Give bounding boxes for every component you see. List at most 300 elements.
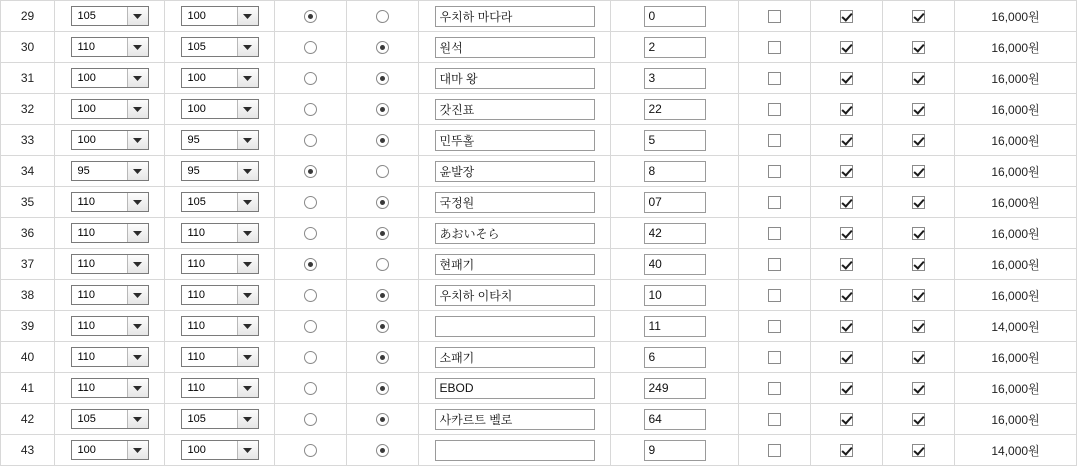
chevron-down-icon[interactable] bbox=[127, 379, 148, 397]
radio-a-cell bbox=[275, 373, 347, 404]
chevron-down-icon[interactable] bbox=[237, 410, 258, 428]
chevron-down-icon[interactable] bbox=[237, 286, 258, 304]
name-cell bbox=[419, 249, 611, 280]
radio-a-cell bbox=[275, 311, 347, 342]
option-checkbox-2[interactable] bbox=[840, 351, 853, 364]
size-select-left[interactable] bbox=[71, 161, 149, 181]
select-left-cell bbox=[55, 342, 165, 373]
row-index: 34 bbox=[1, 156, 55, 187]
table-row bbox=[1, 373, 1077, 404]
option-radio-a[interactable] bbox=[304, 258, 317, 271]
size-select-right[interactable] bbox=[181, 378, 259, 398]
number-cell bbox=[611, 280, 739, 311]
radio-a-cell bbox=[275, 218, 347, 249]
number-cell bbox=[611, 373, 739, 404]
option-checkbox-1[interactable] bbox=[768, 413, 781, 426]
option-radio-a[interactable] bbox=[304, 103, 317, 116]
row-index: 43 bbox=[1, 435, 55, 466]
radio-a-cell bbox=[275, 280, 347, 311]
row-index: 40 bbox=[1, 342, 55, 373]
row-index: 32 bbox=[1, 94, 55, 125]
size-select-left[interactable] bbox=[71, 37, 149, 57]
number-input[interactable] bbox=[644, 192, 706, 213]
option-checkbox-2[interactable] bbox=[840, 289, 853, 302]
chevron-down-icon[interactable] bbox=[237, 255, 258, 273]
check-1-cell bbox=[739, 156, 811, 187]
check-1-cell bbox=[739, 404, 811, 435]
size-select-left-value: 100 bbox=[77, 72, 96, 84]
chevron-down-icon[interactable] bbox=[127, 131, 148, 149]
chevron-down-icon[interactable] bbox=[237, 317, 258, 335]
number-input[interactable] bbox=[644, 68, 706, 89]
select-left-cell bbox=[55, 187, 165, 218]
name-cell bbox=[419, 311, 611, 342]
size-select-right[interactable] bbox=[181, 409, 259, 429]
size-select-left[interactable] bbox=[71, 378, 149, 398]
size-select-left-value: 110 bbox=[77, 382, 96, 394]
radio-a-cell bbox=[275, 187, 347, 218]
size-select-right[interactable] bbox=[181, 6, 259, 26]
size-select-left-value: 110 bbox=[77, 258, 96, 270]
name-input[interactable] bbox=[435, 37, 595, 58]
table-row bbox=[1, 187, 1077, 218]
chevron-down-icon[interactable] bbox=[127, 224, 148, 242]
size-select-right-value: 105 bbox=[187, 196, 206, 208]
chevron-down-icon[interactable] bbox=[127, 255, 148, 273]
option-radio-a[interactable] bbox=[304, 382, 317, 395]
size-select-left-value: 110 bbox=[77, 227, 96, 239]
size-select-left[interactable] bbox=[71, 347, 149, 367]
option-checkbox-3[interactable] bbox=[912, 72, 925, 85]
option-checkbox-1[interactable] bbox=[768, 165, 781, 178]
option-checkbox-1[interactable] bbox=[768, 227, 781, 240]
size-select-left-value: 110 bbox=[77, 320, 96, 332]
option-radio-b[interactable] bbox=[376, 41, 389, 54]
name-cell bbox=[419, 404, 611, 435]
chevron-down-icon[interactable] bbox=[237, 69, 258, 87]
number-cell bbox=[611, 342, 739, 373]
option-checkbox-3[interactable] bbox=[912, 227, 925, 240]
check-2-cell bbox=[811, 311, 883, 342]
option-radio-b[interactable] bbox=[376, 103, 389, 116]
option-checkbox-2[interactable] bbox=[840, 41, 853, 54]
check-2-cell bbox=[811, 404, 883, 435]
price-value: 16,000원 bbox=[955, 249, 1077, 280]
option-checkbox-1[interactable] bbox=[768, 258, 781, 271]
size-select-left[interactable] bbox=[71, 254, 149, 274]
size-select-left[interactable] bbox=[71, 316, 149, 336]
size-select-right-value: 105 bbox=[187, 413, 206, 425]
option-checkbox-1[interactable] bbox=[768, 103, 781, 116]
option-checkbox-2[interactable] bbox=[840, 382, 853, 395]
chevron-down-icon[interactable] bbox=[237, 162, 258, 180]
check-1-cell bbox=[739, 249, 811, 280]
radio-b-cell bbox=[347, 404, 419, 435]
check-3-cell bbox=[883, 63, 955, 94]
size-select-right[interactable] bbox=[181, 130, 259, 150]
option-checkbox-1[interactable] bbox=[768, 134, 781, 147]
name-cell bbox=[419, 63, 611, 94]
option-checkbox-2[interactable] bbox=[840, 444, 853, 457]
check-3-cell bbox=[883, 311, 955, 342]
chevron-down-icon[interactable] bbox=[237, 100, 258, 118]
option-checkbox-3[interactable] bbox=[912, 351, 925, 364]
chevron-down-icon[interactable] bbox=[237, 348, 258, 366]
size-select-left[interactable] bbox=[71, 130, 149, 150]
select-right-cell bbox=[165, 280, 275, 311]
size-select-right-value: 110 bbox=[187, 227, 206, 239]
chevron-down-icon[interactable] bbox=[127, 100, 148, 118]
row-index: 41 bbox=[1, 373, 55, 404]
size-select-left-value: 100 bbox=[77, 103, 96, 115]
check-1-cell bbox=[739, 373, 811, 404]
option-radio-a[interactable] bbox=[304, 444, 317, 457]
option-checkbox-3[interactable] bbox=[912, 103, 925, 116]
radio-b-cell bbox=[347, 187, 419, 218]
chevron-down-icon[interactable] bbox=[127, 317, 148, 335]
name-input[interactable] bbox=[435, 378, 595, 399]
select-right-cell bbox=[165, 311, 275, 342]
size-select-right-value: 110 bbox=[187, 258, 206, 270]
size-select-right[interactable] bbox=[181, 37, 259, 57]
option-checkbox-1[interactable] bbox=[768, 196, 781, 209]
select-left-cell bbox=[55, 125, 165, 156]
name-cell bbox=[419, 156, 611, 187]
option-radio-b[interactable] bbox=[376, 72, 389, 85]
option-checkbox-1[interactable] bbox=[768, 382, 781, 395]
price-value: 14,000원 bbox=[955, 435, 1077, 466]
select-left-cell bbox=[55, 32, 165, 63]
price-value: 16,000원 bbox=[955, 156, 1077, 187]
option-checkbox-2[interactable] bbox=[840, 165, 853, 178]
name-input[interactable] bbox=[435, 440, 595, 461]
size-select-right[interactable] bbox=[181, 440, 259, 460]
check-2-cell bbox=[811, 280, 883, 311]
select-right-cell bbox=[165, 218, 275, 249]
option-radio-b[interactable] bbox=[376, 444, 389, 457]
size-select-left-value: 110 bbox=[77, 196, 96, 208]
option-checkbox-3[interactable] bbox=[912, 258, 925, 271]
number-input[interactable] bbox=[644, 409, 706, 430]
size-select-right[interactable] bbox=[181, 68, 259, 88]
check-1-cell bbox=[739, 63, 811, 94]
radio-b-cell bbox=[347, 311, 419, 342]
table-row bbox=[1, 311, 1077, 342]
number-cell bbox=[611, 435, 739, 466]
price-value: 16,000원 bbox=[955, 342, 1077, 373]
size-select-left-value: 105 bbox=[77, 413, 96, 425]
name-input[interactable] bbox=[435, 254, 595, 275]
number-input[interactable] bbox=[644, 130, 706, 151]
radio-a-cell bbox=[275, 404, 347, 435]
option-checkbox-1[interactable] bbox=[768, 289, 781, 302]
size-select-left[interactable] bbox=[71, 285, 149, 305]
row-index: 37 bbox=[1, 249, 55, 280]
option-checkbox-3[interactable] bbox=[912, 196, 925, 209]
option-checkbox-2[interactable] bbox=[840, 258, 853, 271]
option-checkbox-3[interactable] bbox=[912, 413, 925, 426]
number-input[interactable] bbox=[644, 285, 706, 306]
number-input[interactable] bbox=[644, 223, 706, 244]
name-cell bbox=[419, 187, 611, 218]
option-checkbox-3[interactable] bbox=[912, 382, 925, 395]
option-checkbox-1[interactable] bbox=[768, 444, 781, 457]
size-select-right-value: 100 bbox=[187, 72, 206, 84]
check-2-cell bbox=[811, 218, 883, 249]
option-checkbox-2[interactable] bbox=[840, 196, 853, 209]
number-cell bbox=[611, 311, 739, 342]
select-left-cell bbox=[55, 373, 165, 404]
chevron-down-icon[interactable] bbox=[237, 193, 258, 211]
radio-b-cell bbox=[347, 32, 419, 63]
option-radio-b[interactable] bbox=[376, 134, 389, 147]
number-input[interactable] bbox=[644, 347, 706, 368]
radio-b-cell bbox=[347, 1, 419, 32]
radio-b-cell bbox=[347, 125, 419, 156]
price-value: 14,000원 bbox=[955, 311, 1077, 342]
number-cell bbox=[611, 404, 739, 435]
chevron-down-icon[interactable] bbox=[127, 348, 148, 366]
chevron-down-icon[interactable] bbox=[127, 38, 148, 56]
option-radio-b[interactable] bbox=[376, 258, 389, 271]
name-input[interactable] bbox=[435, 130, 595, 151]
option-radio-b[interactable] bbox=[376, 289, 389, 302]
name-input[interactable] bbox=[435, 99, 595, 120]
check-1-cell bbox=[739, 1, 811, 32]
name-cell bbox=[419, 280, 611, 311]
name-input[interactable] bbox=[435, 409, 595, 430]
option-radio-a[interactable] bbox=[304, 10, 317, 23]
chevron-down-icon[interactable] bbox=[237, 131, 258, 149]
price-value: 16,000원 bbox=[955, 63, 1077, 94]
option-checkbox-2[interactable] bbox=[840, 413, 853, 426]
size-select-left-value: 110 bbox=[77, 41, 96, 53]
name-input[interactable] bbox=[435, 6, 595, 27]
option-radio-a[interactable] bbox=[304, 72, 317, 85]
number-input[interactable] bbox=[644, 99, 706, 120]
number-cell bbox=[611, 249, 739, 280]
size-select-right[interactable] bbox=[181, 161, 259, 181]
size-select-right[interactable] bbox=[181, 223, 259, 243]
name-cell bbox=[419, 94, 611, 125]
table-row bbox=[1, 1, 1077, 32]
size-select-right[interactable] bbox=[181, 254, 259, 274]
select-right-cell bbox=[165, 187, 275, 218]
option-checkbox-2[interactable] bbox=[840, 134, 853, 147]
option-radio-b[interactable] bbox=[376, 10, 389, 23]
option-radio-b[interactable] bbox=[376, 227, 389, 240]
check-1-cell bbox=[739, 125, 811, 156]
select-right-cell bbox=[165, 404, 275, 435]
name-input[interactable] bbox=[435, 68, 595, 89]
option-checkbox-2[interactable] bbox=[840, 320, 853, 333]
number-cell bbox=[611, 32, 739, 63]
select-right-cell bbox=[165, 32, 275, 63]
chevron-down-icon[interactable] bbox=[127, 193, 148, 211]
row-index: 33 bbox=[1, 125, 55, 156]
chevron-down-icon[interactable] bbox=[237, 441, 258, 459]
option-radio-a[interactable] bbox=[304, 351, 317, 364]
option-checkbox-1[interactable] bbox=[768, 10, 781, 23]
select-left-cell bbox=[55, 249, 165, 280]
number-input[interactable] bbox=[644, 161, 706, 182]
number-input[interactable] bbox=[644, 254, 706, 275]
chevron-down-icon[interactable] bbox=[127, 69, 148, 87]
check-3-cell bbox=[883, 435, 955, 466]
chevron-down-icon[interactable] bbox=[127, 410, 148, 428]
check-1-cell bbox=[739, 280, 811, 311]
radio-b-cell bbox=[347, 156, 419, 187]
price-value: 16,000원 bbox=[955, 94, 1077, 125]
chevron-down-icon[interactable] bbox=[237, 224, 258, 242]
option-checkbox-3[interactable] bbox=[912, 41, 925, 54]
number-input[interactable] bbox=[644, 440, 706, 461]
option-checkbox-3[interactable] bbox=[912, 134, 925, 147]
number-input[interactable] bbox=[644, 316, 706, 337]
size-select-left[interactable] bbox=[71, 68, 149, 88]
size-select-right[interactable] bbox=[181, 316, 259, 336]
size-select-right[interactable] bbox=[181, 99, 259, 119]
option-radio-a[interactable] bbox=[304, 41, 317, 54]
chevron-down-icon[interactable] bbox=[237, 379, 258, 397]
size-select-left-value: 95 bbox=[77, 165, 90, 177]
option-radio-b[interactable] bbox=[376, 165, 389, 178]
radio-a-cell bbox=[275, 435, 347, 466]
number-input[interactable] bbox=[644, 6, 706, 27]
option-checkbox-3[interactable] bbox=[912, 10, 925, 23]
option-radio-a[interactable] bbox=[304, 320, 317, 333]
size-select-left[interactable] bbox=[71, 192, 149, 212]
size-select-right[interactable] bbox=[181, 192, 259, 212]
size-select-left[interactable] bbox=[71, 440, 149, 460]
select-right-cell bbox=[165, 249, 275, 280]
size-select-left[interactable] bbox=[71, 409, 149, 429]
number-input[interactable] bbox=[644, 37, 706, 58]
name-input[interactable] bbox=[435, 223, 595, 244]
option-checkbox-3[interactable] bbox=[912, 320, 925, 333]
size-select-right-value: 110 bbox=[187, 382, 206, 394]
option-checkbox-3[interactable] bbox=[912, 165, 925, 178]
select-left-cell bbox=[55, 218, 165, 249]
option-checkbox-2[interactable] bbox=[840, 103, 853, 116]
select-right-cell bbox=[165, 125, 275, 156]
option-checkbox-1[interactable] bbox=[768, 41, 781, 54]
option-radio-a[interactable] bbox=[304, 165, 317, 178]
radio-a-cell bbox=[275, 249, 347, 280]
chevron-down-icon[interactable] bbox=[237, 7, 258, 25]
check-3-cell bbox=[883, 218, 955, 249]
size-select-right-value: 110 bbox=[187, 351, 206, 363]
price-value: 16,000원 bbox=[955, 125, 1077, 156]
row-index: 38 bbox=[1, 280, 55, 311]
option-radio-a[interactable] bbox=[304, 413, 317, 426]
check-1-cell bbox=[739, 94, 811, 125]
number-cell bbox=[611, 94, 739, 125]
radio-a-cell bbox=[275, 32, 347, 63]
radio-b-cell bbox=[347, 435, 419, 466]
check-1-cell bbox=[739, 311, 811, 342]
name-input[interactable] bbox=[435, 161, 595, 182]
option-checkbox-1[interactable] bbox=[768, 72, 781, 85]
option-checkbox-3[interactable] bbox=[912, 289, 925, 302]
chevron-down-icon[interactable] bbox=[127, 7, 148, 25]
table-row bbox=[1, 249, 1077, 280]
select-right-cell bbox=[165, 435, 275, 466]
check-2-cell bbox=[811, 249, 883, 280]
option-radio-b[interactable] bbox=[376, 196, 389, 209]
size-select-right-value: 105 bbox=[187, 41, 206, 53]
option-radio-a[interactable] bbox=[304, 289, 317, 302]
select-right-cell bbox=[165, 342, 275, 373]
check-3-cell bbox=[883, 1, 955, 32]
select-left-cell bbox=[55, 156, 165, 187]
radio-b-cell bbox=[347, 249, 419, 280]
option-radio-b[interactable] bbox=[376, 382, 389, 395]
radio-b-cell bbox=[347, 373, 419, 404]
size-select-right-value: 100 bbox=[187, 103, 206, 115]
option-checkbox-1[interactable] bbox=[768, 320, 781, 333]
table-row bbox=[1, 218, 1077, 249]
name-cell bbox=[419, 342, 611, 373]
option-checkbox-2[interactable] bbox=[840, 10, 853, 23]
chevron-down-icon[interactable] bbox=[127, 441, 148, 459]
name-input[interactable] bbox=[435, 192, 595, 213]
name-input[interactable] bbox=[435, 285, 595, 306]
number-cell bbox=[611, 125, 739, 156]
size-select-left[interactable] bbox=[71, 99, 149, 119]
option-radio-b[interactable] bbox=[376, 351, 389, 364]
option-checkbox-2[interactable] bbox=[840, 227, 853, 240]
size-select-right[interactable] bbox=[181, 347, 259, 367]
size-select-right[interactable] bbox=[181, 285, 259, 305]
select-left-cell bbox=[55, 63, 165, 94]
radio-a-cell bbox=[275, 125, 347, 156]
check-2-cell bbox=[811, 373, 883, 404]
size-select-left[interactable] bbox=[71, 223, 149, 243]
option-radio-b[interactable] bbox=[376, 320, 389, 333]
option-checkbox-3[interactable] bbox=[912, 444, 925, 457]
option-radio-a[interactable] bbox=[304, 196, 317, 209]
check-2-cell bbox=[811, 1, 883, 32]
check-3-cell bbox=[883, 94, 955, 125]
chevron-down-icon[interactable] bbox=[127, 286, 148, 304]
check-3-cell bbox=[883, 280, 955, 311]
chevron-down-icon[interactable] bbox=[237, 38, 258, 56]
option-radio-b[interactable] bbox=[376, 413, 389, 426]
radio-a-cell bbox=[275, 63, 347, 94]
chevron-down-icon[interactable] bbox=[127, 162, 148, 180]
size-select-left-value: 105 bbox=[77, 10, 96, 22]
option-radio-a[interactable] bbox=[304, 134, 317, 147]
radio-a-cell bbox=[275, 94, 347, 125]
select-left-cell bbox=[55, 94, 165, 125]
table-row bbox=[1, 404, 1077, 435]
number-input[interactable] bbox=[644, 378, 706, 399]
name-input[interactable] bbox=[435, 347, 595, 368]
radio-b-cell bbox=[347, 280, 419, 311]
option-checkbox-1[interactable] bbox=[768, 351, 781, 364]
number-cell bbox=[611, 156, 739, 187]
number-cell bbox=[611, 63, 739, 94]
check-3-cell bbox=[883, 373, 955, 404]
name-cell bbox=[419, 125, 611, 156]
size-select-left[interactable] bbox=[71, 6, 149, 26]
number-cell bbox=[611, 1, 739, 32]
name-input[interactable] bbox=[435, 316, 595, 337]
option-radio-a[interactable] bbox=[304, 227, 317, 240]
row-index: 31 bbox=[1, 63, 55, 94]
option-checkbox-2[interactable] bbox=[840, 72, 853, 85]
